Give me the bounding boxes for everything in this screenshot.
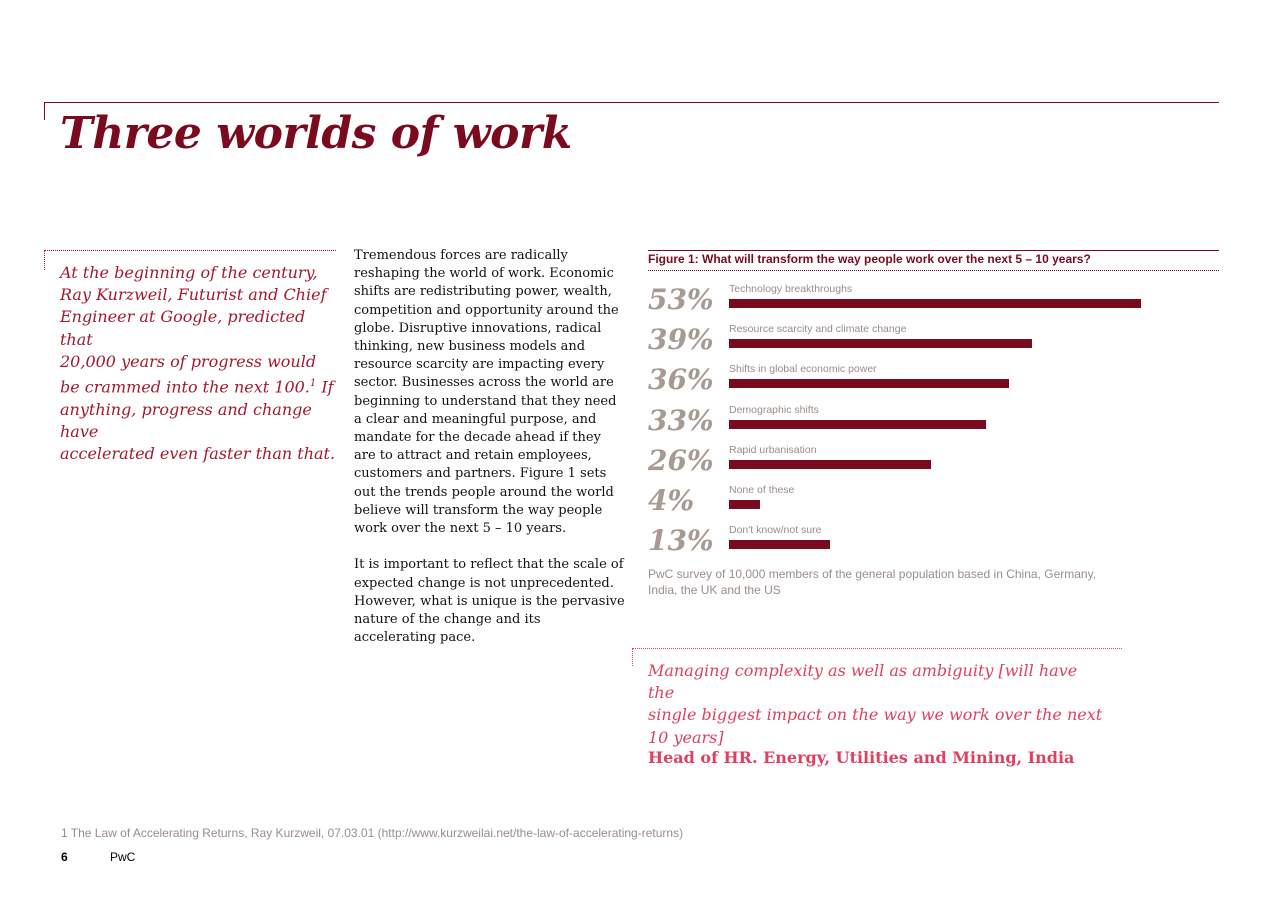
pull-quote-rule (44, 250, 336, 251)
bar-chart (648, 282, 1218, 562)
body-paragraph-1: Tremendous forces are radically reshaping the world of work. Economic shifts are redistributing power, wealth, competition and opportunity around the globe. Disruptive innovations, radical thinking, new business models and resource scarcity are impacting every sector. Businesses across the world are beginning to understand that they need a clear and meaningful purpose, and mandate for the decade ahead if they are to attract and retain employees, customers and partners. Figure 1 sets out the trends people around the world believe will transform the way people work over the next 5 – 10 years. (354, 248, 619, 537)
bar-category-label: None of these (729, 484, 795, 496)
title-rule-tick (44, 102, 45, 120)
quote-2-rule (632, 648, 1122, 649)
bar (729, 540, 830, 549)
figure-rule-bottom (648, 270, 1219, 271)
bar-category-label: Demographic shifts (729, 403, 819, 416)
body-paragraph-2: It is important to reflect that the scale of expected change is not unprecedented. However, what is unique is the pervasive nature of the change and its accelerating pace. (354, 557, 625, 646)
chart-row (648, 282, 1218, 322)
chart-row (648, 322, 1218, 362)
bar-value-label: 13% (648, 524, 714, 558)
bar-category-label: Technology breakthroughs (729, 283, 853, 295)
chart-row (648, 523, 1218, 563)
bar-category-label: Shifts in global economic power (729, 363, 877, 376)
bar (729, 339, 1032, 348)
pull-quote-line: At the beginning of the century, (60, 263, 318, 282)
pull-quote-line: anything, progress and change have (60, 399, 312, 441)
quote-2-line: Managing complexity as well as ambiguity [will have the (648, 661, 1078, 703)
chart-row (648, 483, 1218, 523)
footnote-ref: 1 (309, 378, 317, 390)
page-title: Three worlds of work (60, 108, 572, 159)
pull-quote (60, 262, 340, 465)
pull-quote-line: be crammed into the next 100. (60, 377, 310, 397)
figure-title: Figure 1: What will transform the way people work over the next 5 – 10 years? (648, 252, 1091, 266)
pull-quote-line: Ray Kurzweil, Futurist and Chief (60, 285, 327, 305)
bar-value-label: 53% (648, 283, 714, 316)
page-number: 6 (61, 850, 68, 864)
footer-brand: PwC (110, 850, 136, 864)
bar-value-label: 26% (648, 443, 714, 477)
chart-row (648, 362, 1218, 402)
bar-value-label: 39% (648, 323, 714, 357)
pull-quote-line: 20,000 years of progress would (60, 351, 317, 371)
quote-2 (648, 660, 1108, 749)
pull-quote-line: Engineer at Google, predicted that (60, 307, 306, 349)
bar (729, 460, 931, 469)
bar-value-label: 33% (648, 403, 714, 437)
pull-quote-line: accelerated even faster than that. (60, 443, 336, 463)
bar-value-label: 36% (648, 363, 714, 397)
chart-row (648, 403, 1218, 443)
pull-quote-rule-tick (44, 250, 45, 270)
quote-2-line: single biggest impact on the way we work over the next (648, 705, 1103, 725)
quote-2-attribution: Head of HR. Energy, Utilities and Mining, India (648, 748, 1075, 767)
bar-value-label: 4% (648, 484, 695, 517)
bar-category-label: Resource scarcity and climate change (729, 323, 907, 336)
quote-2-line: 10 years] (648, 727, 724, 747)
chart-row (648, 443, 1218, 483)
figure-rule-top (648, 250, 1219, 251)
figure-source: PwC survey of 10,000 members of the general population based in China, Germany, India, the UK and the US (648, 567, 1097, 597)
pull-quote-line: If (316, 377, 334, 397)
quote-2-rule-tick (632, 648, 633, 666)
bar-category-label: Don't know/not sure (729, 524, 822, 537)
bar (729, 500, 760, 509)
bar (729, 420, 986, 429)
body-text (354, 247, 626, 666)
bar (729, 379, 1009, 388)
bar-category-label: Rapid urbanisation (729, 443, 817, 456)
title-rule (44, 102, 1219, 103)
footnote: 1 The Law of Accelerating Returns, Ray Kurzweil, 07.03.01 (http://www.kurzweilai.net/the-law-of-accelerating-returns) (61, 826, 684, 840)
bar (729, 299, 1141, 308)
